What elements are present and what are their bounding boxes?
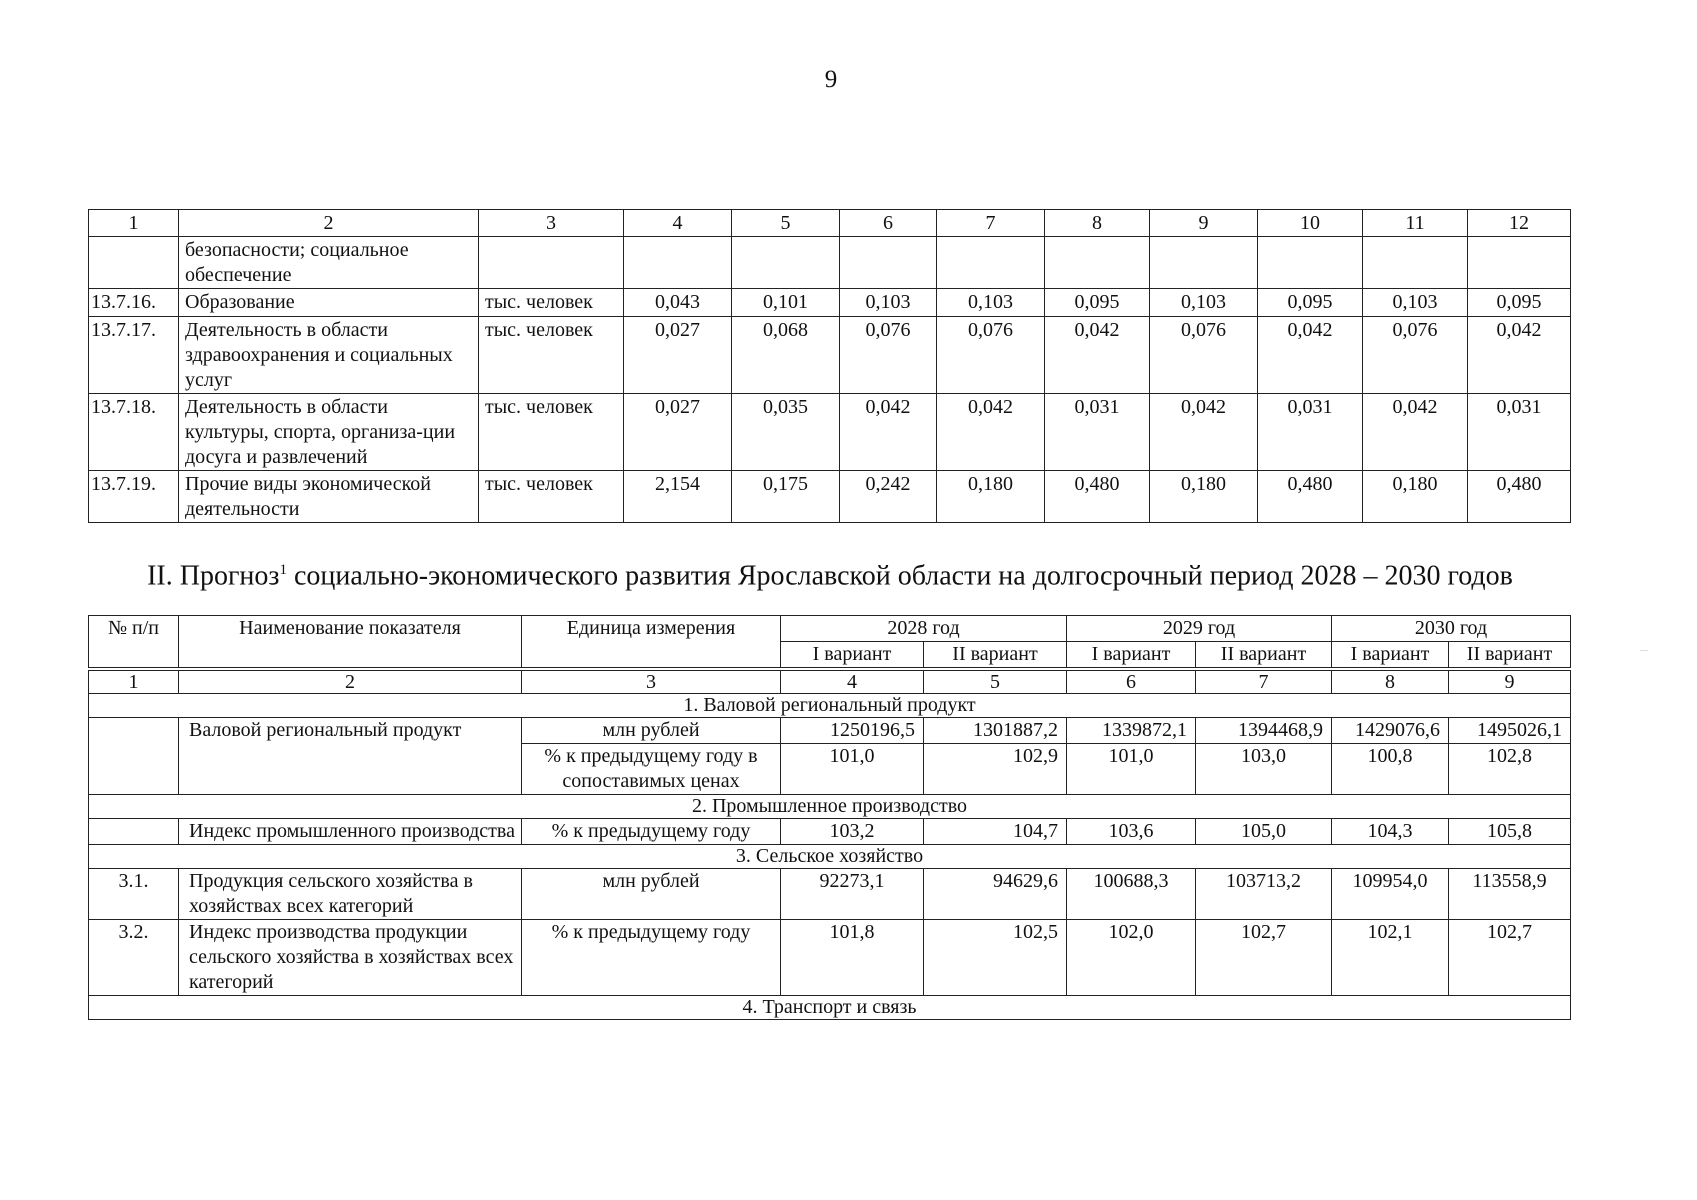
row-code: 13.7.17. [89, 317, 179, 394]
value-cell: 0,103 [937, 289, 1045, 317]
header-variant-1: I вариант [1332, 642, 1449, 670]
page-number: 9 [824, 66, 838, 93]
value-cell: 1394468,9 [1196, 718, 1332, 744]
row-code: 3.1. [89, 869, 179, 920]
table-row [89, 394, 1571, 471]
header-variant-2: II вариант [1196, 642, 1332, 670]
indicator-name: Деятельность в области здравоохранения и социальных услуг [179, 317, 479, 394]
value-cell: 0,027 [624, 394, 732, 471]
table-row [89, 471, 1571, 523]
indicator-name: Индекс производства продукции сельского хозяйства в хозяйствах всех категорий [179, 920, 522, 996]
section-title-prefix: II. Прогноз [147, 560, 280, 592]
section-row [89, 845, 1571, 869]
row-code: 13.7.18. [89, 394, 179, 471]
section-heading: 1. Валовой региональный продукт [89, 694, 1571, 718]
scan-mark [1640, 650, 1648, 651]
value-cell: 0,042 [840, 394, 937, 471]
column-number: 7 [937, 210, 1045, 237]
value-cell: 102,0 [1067, 920, 1196, 996]
column-number: 6 [1067, 669, 1196, 694]
unit: тыс. человек [479, 471, 624, 523]
table-row [89, 718, 1571, 744]
value-cell: 0,480 [1468, 471, 1571, 523]
row-code: 3.2. [89, 920, 179, 996]
column-number: 4 [624, 210, 732, 237]
value-cell: 0,101 [732, 289, 840, 317]
header-num: № п/п [89, 616, 179, 670]
value-cell: 0,031 [1468, 394, 1571, 471]
value-cell: 0,095 [1258, 289, 1363, 317]
value-cell: 0,103 [840, 289, 937, 317]
table-row [89, 317, 1571, 394]
value-cell: 103713,2 [1196, 869, 1332, 920]
column-number: 12 [1468, 210, 1571, 237]
column-number: 7 [1196, 669, 1332, 694]
value-cell: 102,8 [1449, 744, 1571, 795]
column-number: 1 [89, 669, 179, 694]
column-number: 6 [840, 210, 937, 237]
header-variant-1: I вариант [1067, 642, 1196, 670]
header-year-2030: 2030 год [1332, 616, 1571, 642]
column-number: 9 [1150, 210, 1258, 237]
header-variant-2: II вариант [924, 642, 1067, 670]
column-number: 5 [924, 669, 1067, 694]
value-cell: 1429076,6 [1332, 718, 1449, 744]
value-cell: 2,154 [624, 471, 732, 523]
value-cell: 103,2 [781, 819, 924, 845]
unit: тыс. человек [479, 394, 624, 471]
column-number: 2 [179, 210, 479, 237]
unit: тыс. человек [479, 317, 624, 394]
value-cell: 102,9 [924, 744, 1067, 795]
value-cell: 0,480 [1045, 471, 1150, 523]
column-number: 8 [1045, 210, 1150, 237]
value-cell: 103,0 [1196, 744, 1332, 795]
value-cell: 0,103 [1363, 289, 1468, 317]
value-cell: 0,035 [732, 394, 840, 471]
employment-table [88, 209, 1571, 523]
value-cell: 102,7 [1196, 920, 1332, 996]
value-cell: 92273,1 [781, 869, 924, 920]
value-cell: 104,3 [1332, 819, 1449, 845]
table-row [89, 869, 1571, 920]
header-unit: Единица измерения [522, 616, 781, 670]
value-cell: 0,103 [1150, 289, 1258, 317]
value-cell: 100,8 [1332, 744, 1449, 795]
column-number: 11 [1363, 210, 1468, 237]
value-cell: 94629,6 [924, 869, 1067, 920]
header-variant-1: I вариант [781, 642, 924, 670]
value-cell: 102,7 [1449, 920, 1571, 996]
column-number-row [89, 669, 1571, 694]
column-number: 9 [1449, 669, 1571, 694]
indicator-name: Деятельность в области культуры, спорта, организа-ции досуга и развлечений [179, 394, 479, 471]
section-row [89, 694, 1571, 718]
value-cell: 0,042 [1258, 317, 1363, 394]
value-cell: 101,0 [781, 744, 924, 795]
value-cell: 101,8 [781, 920, 924, 996]
unit: тыс. человек [479, 289, 624, 317]
unit: % к предыдущему году [522, 920, 781, 996]
value-cell: 0,042 [1468, 317, 1571, 394]
section-row [89, 996, 1571, 1020]
value-cell: 0,180 [1150, 471, 1258, 523]
value-cell: 0,042 [1363, 394, 1468, 471]
value-cell: 1339872,1 [1067, 718, 1196, 744]
value-cell: 0,031 [1045, 394, 1150, 471]
forecast-table [88, 615, 1571, 1020]
section-heading: 2. Промышленное производство [89, 795, 1571, 819]
unit: % к предыдущему году в сопоставимых ценах [522, 744, 781, 795]
value-cell: 101,0 [1067, 744, 1196, 795]
section-heading: 4. Транспорт и связь [89, 996, 1571, 1020]
header-year-2028: 2028 год [781, 616, 1067, 642]
value-cell: 0,076 [1363, 317, 1468, 394]
value-cell: 0,042 [1150, 394, 1258, 471]
indicator-name: Продукция сельского хозяйства в хозяйствах всех категорий [179, 869, 522, 920]
value-cell: 104,7 [924, 819, 1067, 845]
value-cell: 0,068 [732, 317, 840, 394]
indicator-name: Валовой региональный продукт [179, 718, 522, 795]
value-cell: 0,027 [624, 317, 732, 394]
column-number: 3 [522, 669, 781, 694]
indicator-name: Индекс промышленного производства [179, 819, 522, 845]
column-number: 3 [479, 210, 624, 237]
value-cell: 0,480 [1258, 471, 1363, 523]
indicator-name: безопасности; социальное обеспечение [179, 237, 479, 289]
value-cell: 102,1 [1332, 920, 1449, 996]
value-cell: 0,095 [1468, 289, 1571, 317]
value-cell: 103,6 [1067, 819, 1196, 845]
column-number: 2 [179, 669, 522, 694]
header-variant-2: II вариант [1449, 642, 1571, 670]
column-number: 4 [781, 669, 924, 694]
column-number-row [89, 210, 1571, 237]
value-cell: 0,042 [937, 394, 1045, 471]
column-number: 1 [89, 210, 179, 237]
value-cell: 0,180 [937, 471, 1045, 523]
value-cell: 109954,0 [1332, 869, 1449, 920]
row-code: 13.7.16. [89, 289, 179, 317]
table-row [89, 819, 1571, 845]
section-heading: 3. Сельское хозяйство [89, 845, 1571, 869]
value-cell: 0,076 [840, 317, 937, 394]
value-cell: 0,031 [1258, 394, 1363, 471]
section-row [89, 795, 1571, 819]
value-cell: 0,076 [937, 317, 1045, 394]
value-cell: 0,180 [1363, 471, 1468, 523]
value-cell: 1495026,1 [1449, 718, 1571, 744]
footnote-mark: 1 [279, 562, 287, 578]
value-cell: 1250196,5 [781, 718, 924, 744]
value-cell: 105,8 [1449, 819, 1571, 845]
value-cell: 0,043 [624, 289, 732, 317]
header-year-2029: 2029 год [1067, 616, 1332, 642]
header-name: Наименование показателя [179, 616, 522, 670]
row-code: 13.7.19. [89, 471, 179, 523]
unit: млн рублей [522, 869, 781, 920]
header-row [89, 616, 1571, 642]
unit: млн рублей [522, 718, 781, 744]
value-cell: 0,175 [732, 471, 840, 523]
section-title-text: социально-экономического развития Ярославской области на долгосрочный период 2028 – 2030 годов [286, 560, 1513, 592]
value-cell: 100688,3 [1067, 869, 1196, 920]
table-row [89, 289, 1571, 317]
value-cell: 105,0 [1196, 819, 1332, 845]
unit: % к предыдущему году [522, 819, 781, 845]
value-cell: 1301887,2 [924, 718, 1067, 744]
table-row [89, 920, 1571, 996]
value-cell: 0,042 [1045, 317, 1150, 394]
indicator-name: Прочие виды экономической деятельности [179, 471, 479, 523]
indicator-name: Образование [179, 289, 479, 317]
value-cell: 113558,9 [1449, 869, 1571, 920]
value-cell: 102,5 [924, 920, 1067, 996]
section-title [90, 552, 1570, 594]
column-number: 5 [732, 210, 840, 237]
value-cell: 0,242 [840, 471, 937, 523]
table-row [89, 237, 1571, 289]
column-number: 8 [1332, 669, 1449, 694]
value-cell: 0,076 [1150, 317, 1258, 394]
value-cell: 0,095 [1045, 289, 1150, 317]
column-number: 10 [1258, 210, 1363, 237]
